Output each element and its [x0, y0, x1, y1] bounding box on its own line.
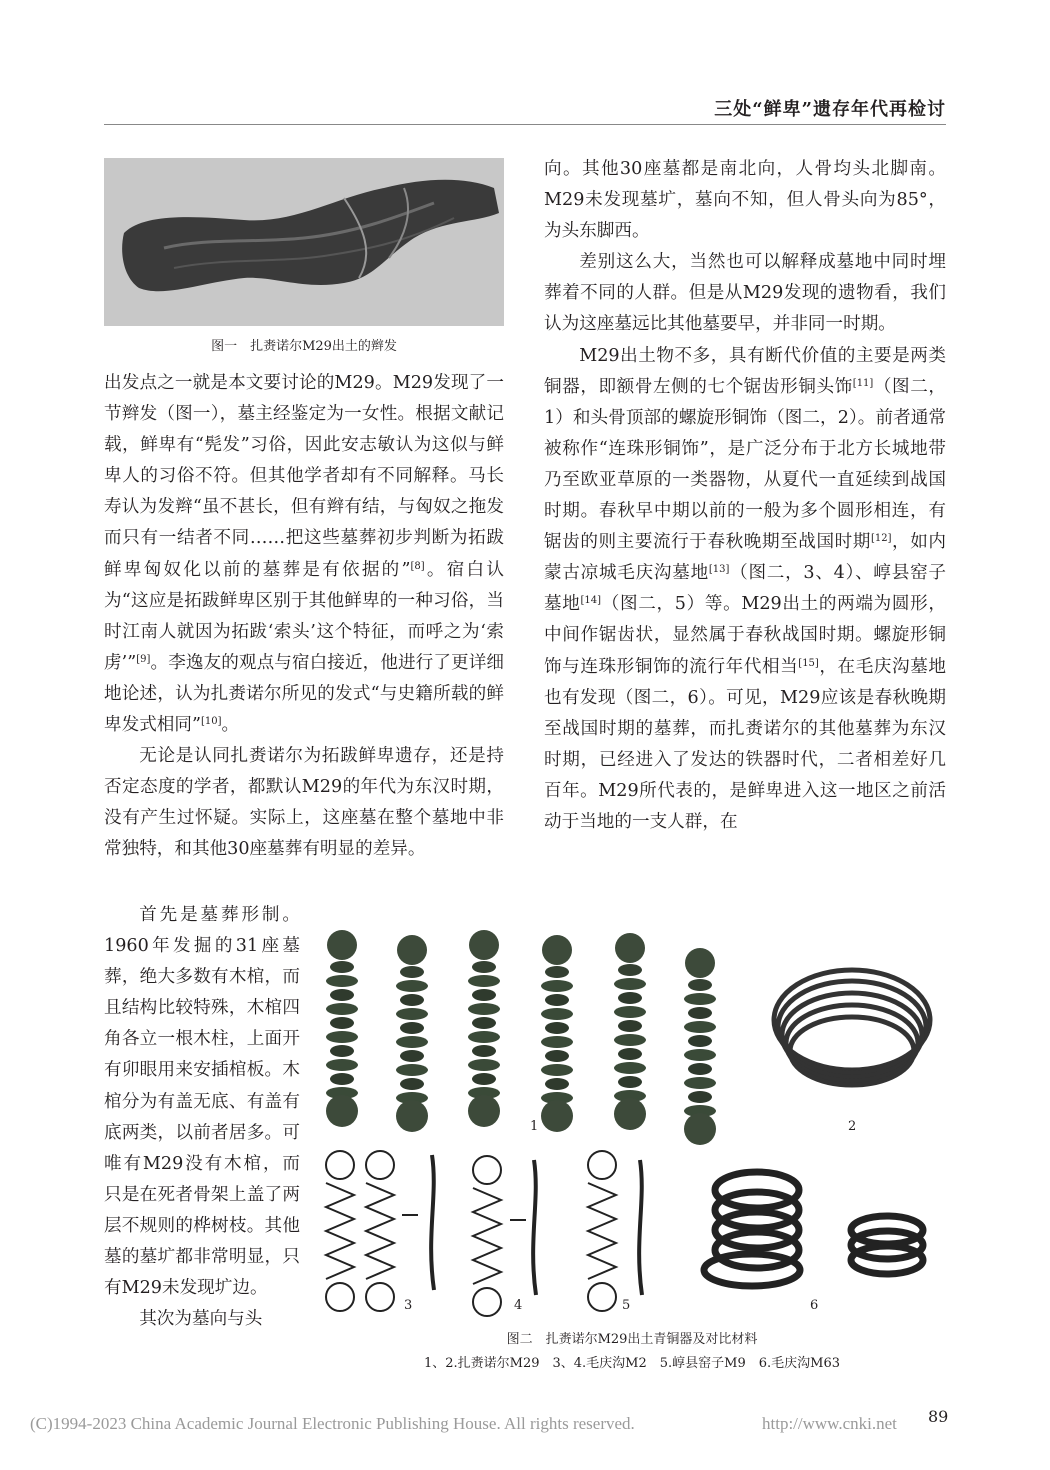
figure-2-label-1: 1	[530, 1119, 539, 1134]
figure-2-label-6: 6	[810, 1298, 819, 1313]
cnki-url: http://www.cnki.net	[762, 1414, 897, 1433]
figure-2-label-5: 5	[622, 1298, 631, 1313]
paragraph: 无论是认同扎赉诺尔为拓跋鲜卑遗存，还是持否定态度的学者，都默认M29的年代为东汉时期，没有产生过怀疑。实际上，这座墓在整个墓地中非常独特，和其他30座墓葬有明显的差异。	[104, 746, 504, 860]
citation: [8]	[410, 560, 425, 572]
left-column-upper	[104, 368, 504, 866]
figure-1-braid-photo	[104, 158, 504, 326]
left-column-narrow	[104, 900, 300, 1335]
figure-2-label-2: 2	[848, 1119, 857, 1134]
paragraph: M29出土物不多，具有断代价值的主要是两类铜器，即额骨左侧的七个锯齿形铜头饰[11]（图二，1）和头骨顶部的螺旋形铜饰（图二，2）。前者通常被称作“连珠形铜饰”，是广泛分布于北方长城地带乃至欧亚草原的一类器物，从夏代一直延续到战国时期。春秋早中期以前的一般为多个圆形相连，有锯齿的则主要流行于春秋晚期至战国时期[12]，如内蒙古凉城毛庆沟墓地[13]（图二，3、4）、崞县窑子墓地[14]（图二，5）等。M29出土的两端为圆形，中间作锯齿状，显然属于春秋战国时期。螺旋形铜饰与连珠形铜饰的流行年代相当[15]，在毛庆沟墓地也有发现（图二，6）。可见，M29应该是春秋晚期至战国时期的墓葬，而扎赉诺尔的其他墓葬为东汉时期，已经进入了发达的铁器时代，二者相差好几百年。M29所代表的，是鲜卑进入这一地区之前活动于当地的一支人群，在	[544, 345, 946, 832]
figure-2-caption: 图二 扎赉诺尔M29出土青铜器及对比材料	[506, 1332, 758, 1347]
citation: [12]	[870, 533, 892, 545]
running-title: 三处“鲜卑”遗存年代再检讨	[714, 99, 946, 120]
citation: [10]	[200, 716, 222, 728]
figure-2-label-4: 4	[514, 1298, 523, 1313]
paragraph: 其次为墓向与头	[139, 1309, 263, 1330]
figure-1-caption: 图一 扎赉诺尔M29出土的辫发	[211, 339, 397, 354]
citation: [11]	[852, 377, 874, 389]
figure-2	[312, 915, 952, 1325]
page-number: 89	[928, 1407, 949, 1426]
right-column	[544, 154, 946, 838]
paragraph: 出发点之一就是本文要讨论的M29。M29发现了一节辫发（图一），墓主经鉴定为一女性。根据文献记载，鲜卑有“髡发”习俗，因此安志敏认为这似与鲜卑人的习俗不符。但其他学者却有不同解释。马长寿认为发辫“虽不甚长，但有辫有结，与匈奴之拖发而只有一结者不同……把这些墓葬初步判断为拓跋鲜卑匈奴化以前的墓葬是有依据的”[8]。宿白认为“这应是拓跋鲜卑区别于其他鲜卑的一种习俗，当时江南人就因为拓跋‘索头’这个特征，而呼之为‘索虏’”[9]。李逸友的观点与宿白接近，他进行了更详细地论述，认为扎赉诺尔所见的发式“与史籍所载的鲜卑发式相同”[10]。	[104, 373, 504, 736]
citation: [14]	[580, 595, 602, 607]
paragraph: 差别这么大，当然也可以解释成墓地中同时埋葬着不同的人群。但是从M29发现的遗物看，我们认为这座墓远比其他墓要早，并非同一时期。	[544, 252, 946, 335]
citation: [15]	[798, 657, 819, 669]
citation: [9]	[136, 653, 151, 665]
paragraph: 向。其他30座墓都是南北向，人骨均头北脚南。M29未发现墓圹，墓向不知，但人骨头向为85°，为头东脚西。	[544, 159, 946, 242]
copyright-notice: (C)1994-2023 China Academic Journal Electronic Publishing House. All rights reserved.	[30, 1414, 635, 1433]
citation: [13]	[708, 564, 730, 576]
header-rule	[104, 124, 946, 125]
figure-2-subcaption: 1、2.扎赉诺尔M29 3、4.毛庆沟M2 5.崞县窑子M9 6.毛庆沟M63	[423, 1356, 841, 1371]
figure-2-label-3: 3	[404, 1298, 413, 1313]
paragraph: 首先是墓葬形制。1960年发掘的31座墓葬，绝大多数有木棺，而且结构比较特殊，木棺四角各立一根木柱，上面开有卯眼用来安插棺板。木棺分为有盖无底、有盖有底两类，以前者居多。可唯有M29没有木棺，而只是在死者骨架上盖了两层不规则的桦树枝。其他墓的墓圹都非常明显，只有M29未发现圹边。	[104, 905, 300, 1299]
